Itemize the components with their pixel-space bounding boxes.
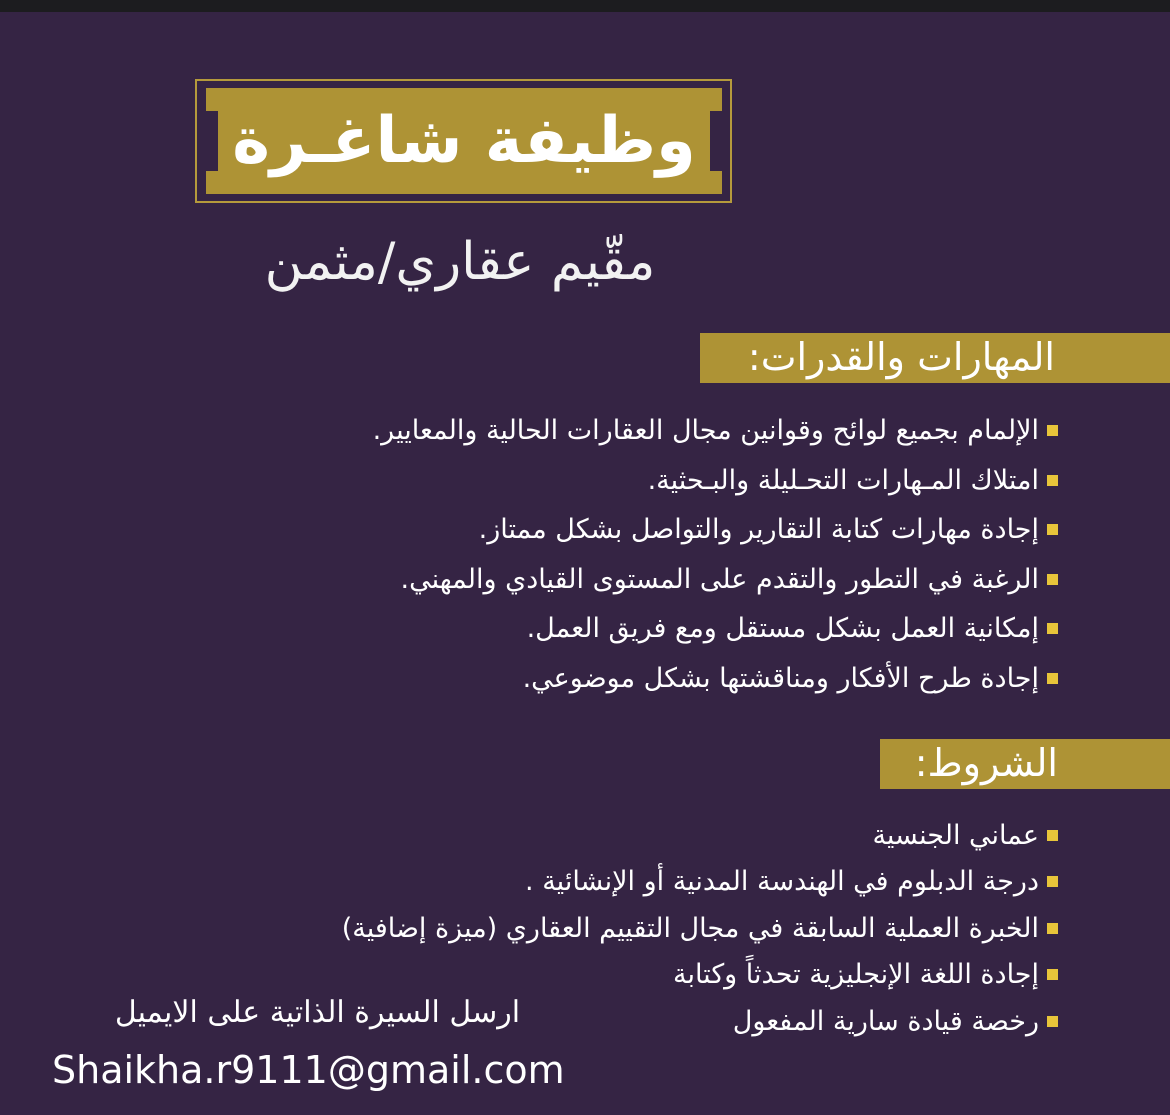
skill-text: الرغبة في التطور والتقدم على المستوى القيادي والمهني. [400, 563, 1039, 595]
list-item [342, 905, 1058, 952]
conditions-heading: الشروط: [914, 741, 1058, 785]
bullet-icon [1047, 923, 1058, 934]
bullet-icon [1047, 524, 1058, 535]
list-item [342, 812, 1058, 859]
list-item [373, 654, 1058, 704]
list-item [373, 406, 1058, 456]
bullet-icon [1047, 623, 1058, 634]
condition-text: رخصة قيادة سارية المفعول [732, 1005, 1039, 1037]
skill-text: إجادة مهارات كتابة التقارير والتواصل بشكل ممتاز. [478, 514, 1039, 546]
bullet-icon [1047, 1016, 1058, 1027]
banner-title: وظيفة شاغـرة [232, 104, 696, 178]
condition-text: درجة الدبلوم في الهندسة المدنية أو الإنشائية . [525, 866, 1039, 898]
bullet-icon [1047, 425, 1058, 436]
bullet-icon [1047, 475, 1058, 486]
skills-heading: المهارات والقدرات: [747, 335, 1055, 379]
list-item [373, 555, 1058, 605]
list-item [373, 456, 1058, 506]
skill-text: إجادة طرح الأفكار ومناقشتها بشكل موضوعي. [522, 662, 1039, 694]
list-item [342, 859, 1058, 906]
vacancy-banner [206, 88, 722, 194]
skill-text: إمكانية العمل بشكل مستقل ومع فريق العمل. [526, 613, 1039, 645]
skill-text: امتلاك المـهارات التحـليلة والبـحثية. [647, 464, 1039, 496]
bullet-icon [1047, 673, 1058, 684]
bullet-icon [1047, 830, 1058, 841]
skill-text: الإلمام بجميع لوائح وقوانين مجال العقارات الحالية والمعايير. [372, 415, 1039, 447]
bullet-icon [1047, 969, 1058, 980]
job-title: مقّيم عقاري/مثمن [264, 232, 656, 292]
top-bar [0, 0, 1170, 12]
contact-email[interactable]: Shaikha.r9111@gmail.com [52, 1048, 565, 1092]
list-item [373, 505, 1058, 555]
skills-list [373, 406, 1058, 703]
condition-text: الخبرة العملية السابقة في مجال التقييم العقاري (ميزة إضافية) [341, 912, 1039, 944]
condition-text: عماني الجنسية [872, 819, 1039, 851]
list-item [373, 604, 1058, 654]
send-cv-instruction: ارسل السيرة الذاتية على الايميل [114, 995, 521, 1030]
bullet-icon [1047, 574, 1058, 585]
list-item [342, 952, 1058, 999]
bullet-icon [1047, 876, 1058, 887]
condition-text: إجادة اللغة الإنجليزية تحدثاً وكتابة [672, 959, 1039, 991]
